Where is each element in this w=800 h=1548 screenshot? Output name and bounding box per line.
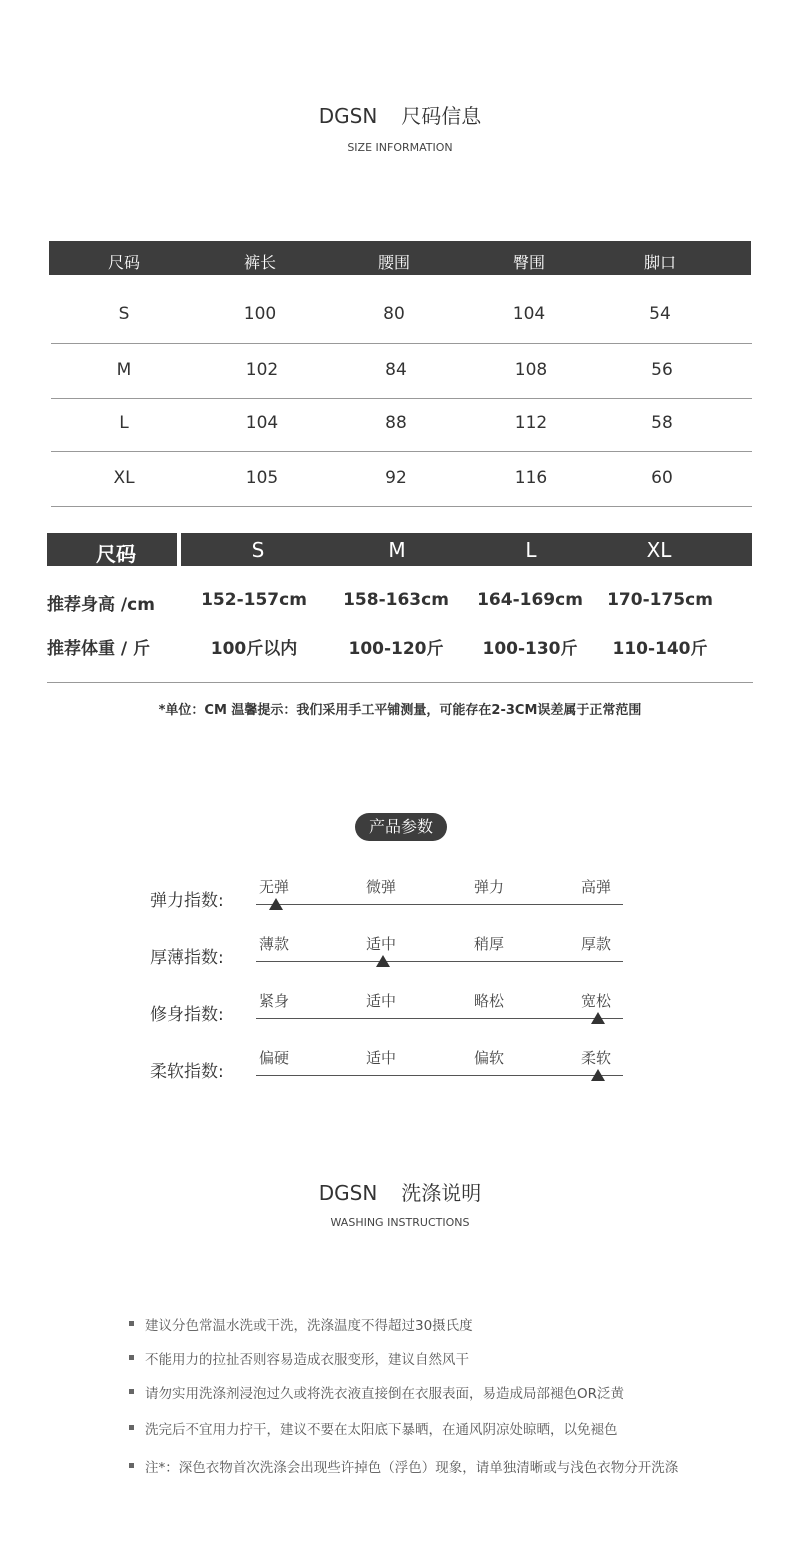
- recommend-value: 100-130斤: [482, 639, 578, 659]
- title-text: 洗涤说明: [401, 1181, 482, 1205]
- index-option: 厚款: [581, 935, 612, 953]
- table-cell: S: [118, 304, 130, 324]
- size-header: L: [525, 538, 537, 562]
- table-cell: 60: [651, 468, 673, 488]
- table-cell: L: [119, 413, 129, 433]
- index-label: 厚薄指数:: [150, 948, 224, 968]
- wash-section-subtitle: WASHING INSTRUCTIONS: [330, 1216, 470, 1229]
- column-header: 臀围: [512, 253, 546, 272]
- measurement-note: *单位：CM 温馨提示：我们采用手工平铺测量，可能存在2-3CM误差属于正常范围: [158, 703, 642, 718]
- index-option: 宽松: [581, 992, 612, 1010]
- index-label: 柔软指数:: [150, 1062, 224, 1082]
- bullet-icon: [129, 1389, 134, 1394]
- wash-item: 请勿实用洗涤剂浸泡过久或将洗衣液直接倒在衣服表面，易造成局部褪色OR泛黄: [145, 1386, 625, 1402]
- brand: DGSN: [318, 104, 378, 128]
- title-text: 尺码信息: [401, 104, 482, 128]
- brand: DGSN: [318, 1181, 378, 1205]
- indicator-triangle-icon: [269, 898, 283, 910]
- table-cell: 54: [649, 304, 671, 324]
- size-header: XL: [646, 538, 672, 562]
- index-option: 弹力: [474, 878, 505, 896]
- index-option: 无弹: [259, 878, 290, 896]
- bullet-icon: [129, 1425, 134, 1430]
- size-header: M: [388, 538, 406, 562]
- index-option: 适中: [366, 1049, 397, 1067]
- size-label: 尺码: [96, 542, 136, 566]
- table-cell: 108: [514, 360, 548, 380]
- wash-item: 注*：深色衣物首次洗涤会出现些许掉色（浮色）现象，请单独清晰或与浅色衣物分开洗涤: [145, 1460, 679, 1476]
- table-cell: 58: [651, 413, 673, 433]
- index-scale-line: [256, 1018, 623, 1019]
- index-scale-line: [256, 904, 623, 905]
- table-cell: 112: [514, 413, 548, 433]
- size-section-title: [0, 100, 800, 129]
- index-option: 偏软: [474, 1049, 505, 1067]
- index-option: 略松: [474, 992, 505, 1010]
- table-cell: 56: [651, 360, 673, 380]
- wash-item: 不能用力的拉扯否则容易造成衣服变形，建议自然风干: [145, 1352, 469, 1368]
- size-header: S: [251, 538, 265, 562]
- table-cell: M: [116, 360, 132, 380]
- recommend-value: 164-169cm: [477, 590, 583, 610]
- index-option: 稍厚: [474, 935, 505, 953]
- index-option: 微弹: [366, 878, 397, 896]
- table-cell: 104: [512, 304, 546, 324]
- index-option: 紧身: [259, 992, 290, 1010]
- table-cell: 92: [385, 468, 407, 488]
- index-option: 柔软: [581, 1049, 612, 1067]
- index-label: 弹力指数:: [150, 891, 224, 911]
- index-option: 适中: [366, 935, 397, 953]
- product-params-badge: 产品参数: [355, 813, 447, 841]
- index-option: 高弹: [581, 878, 612, 896]
- index-option: 偏硬: [259, 1049, 290, 1067]
- bullet-icon: [129, 1355, 134, 1360]
- wash-item: 建议分色常温水洗或干洗，洗涤温度不得超过30摄氏度: [145, 1318, 473, 1334]
- table-cell: 105: [245, 468, 279, 488]
- indicator-triangle-icon: [591, 1069, 605, 1081]
- index-scale-line: [256, 1075, 623, 1076]
- table-cell: 88: [385, 413, 407, 433]
- table-cell: 102: [245, 360, 279, 380]
- recommend-value: 100斤以内: [210, 639, 298, 659]
- column-header: 腰围: [377, 253, 411, 272]
- recommend-value: 158-163cm: [343, 590, 449, 610]
- row-divider: [51, 451, 752, 452]
- index-option: 薄款: [259, 935, 290, 953]
- table-cell: 104: [245, 413, 279, 433]
- recommend-value: 100-120斤: [348, 639, 444, 659]
- column-header: 尺码: [107, 253, 141, 272]
- table-cell: 100: [243, 304, 277, 324]
- size-section-subtitle: SIZE INFORMATION: [347, 141, 453, 154]
- column-header: 脚口: [643, 253, 677, 272]
- table-cell: 116: [514, 468, 548, 488]
- column-header: 裤长: [243, 253, 277, 272]
- recommend-value: 152-157cm: [201, 590, 307, 610]
- indicator-triangle-icon: [591, 1012, 605, 1024]
- index-scale-line: [256, 961, 623, 962]
- wash-item: 洗完后不宜用力拧干，建议不要在太阳底下暴晒，在通风阴凉处晾晒，以免褪色: [145, 1422, 618, 1438]
- table-cell: 84: [385, 360, 407, 380]
- bullet-icon: [129, 1321, 134, 1326]
- row-label: 推荐身高 /cm: [47, 595, 155, 615]
- row-divider: [51, 506, 752, 507]
- table-cell: 80: [383, 304, 405, 324]
- table-cell: XL: [113, 468, 135, 488]
- index-label: 修身指数:: [150, 1005, 224, 1025]
- recommend-value: 110-140斤: [612, 639, 708, 659]
- row-label: 推荐体重 / 斤: [47, 639, 151, 659]
- row-divider: [51, 343, 752, 344]
- row-divider: [51, 398, 752, 399]
- wash-section-title: [0, 1177, 800, 1206]
- index-option: 适中: [366, 992, 397, 1010]
- indicator-triangle-icon: [376, 955, 390, 967]
- bullet-icon: [129, 1463, 134, 1468]
- recommend-value: 170-175cm: [607, 590, 713, 610]
